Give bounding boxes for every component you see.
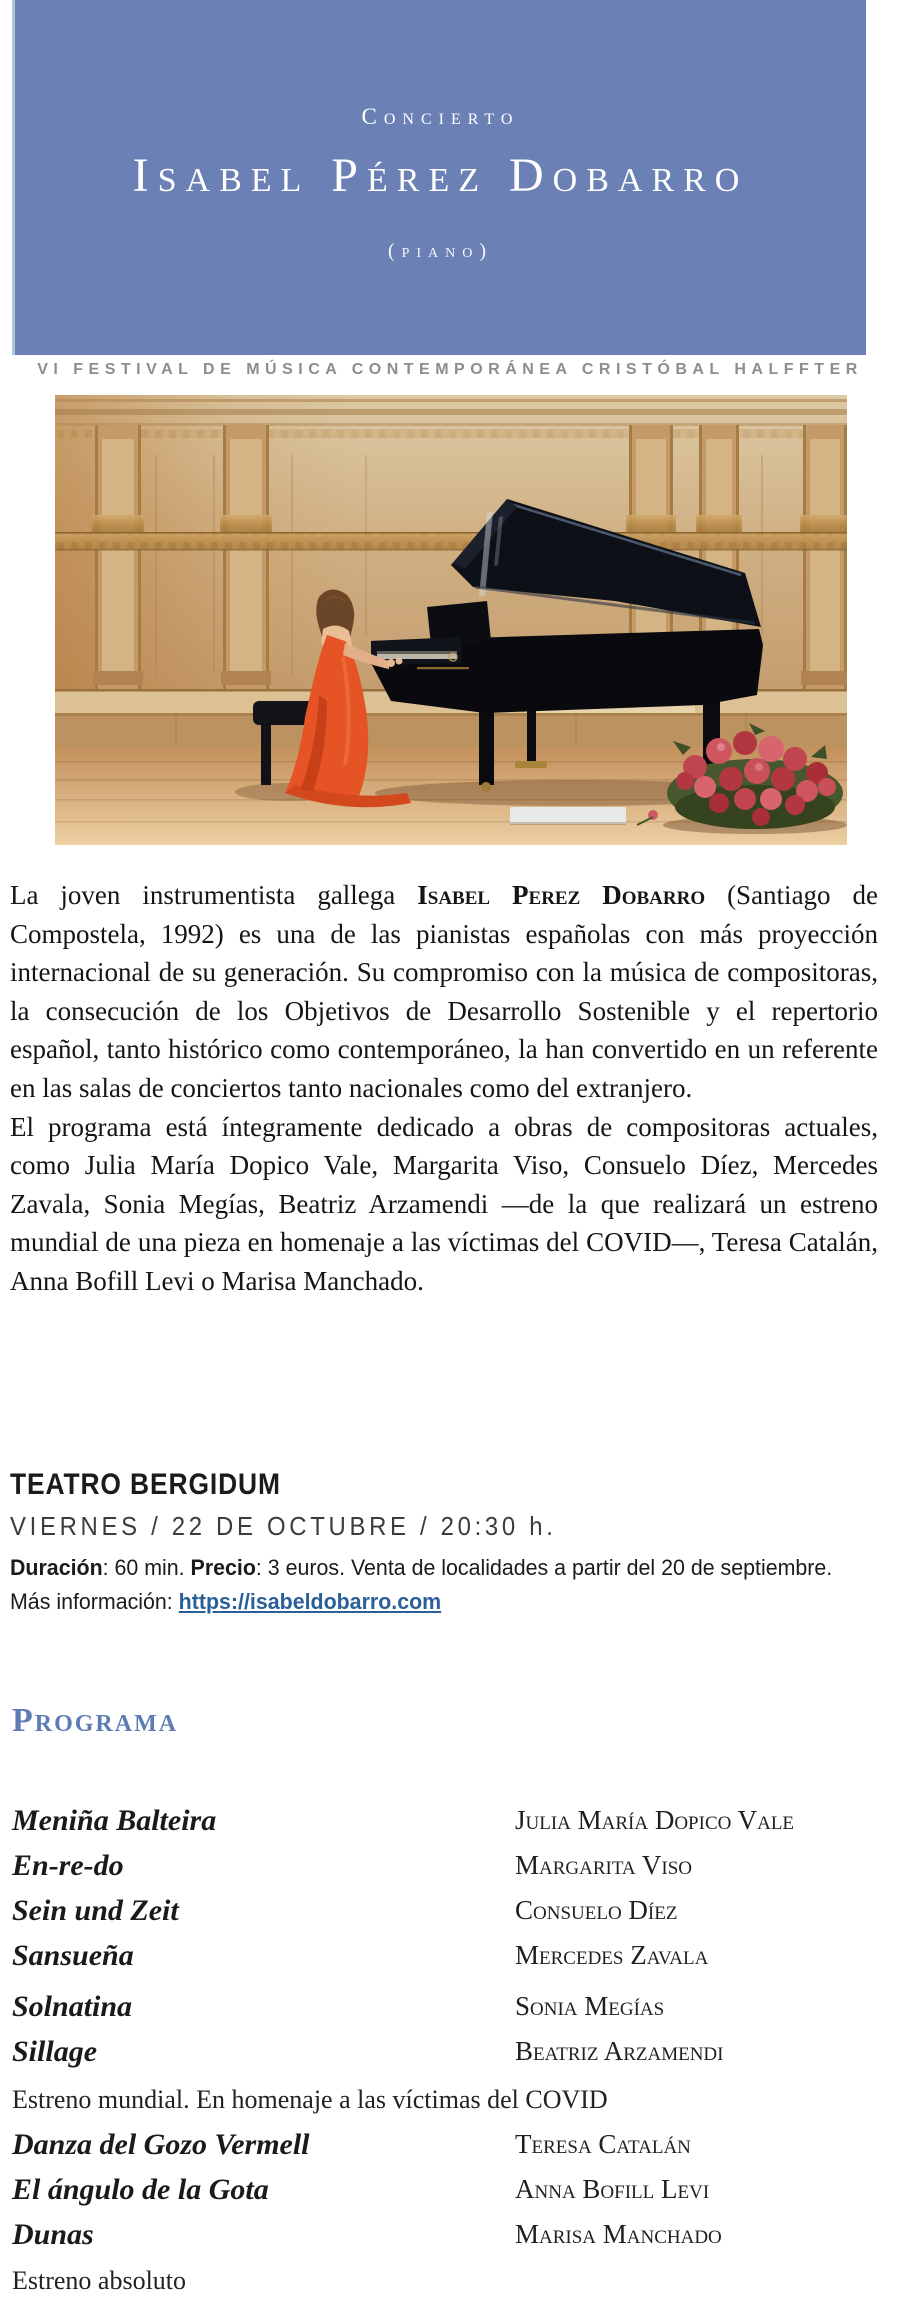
composer-name: Mercedes Zavala: [515, 1940, 709, 1970]
program-row: [12, 2212, 888, 2257]
piece-title: Solnatina: [12, 1990, 133, 2023]
artist-name-inline: Isabel Perez Dobarro: [417, 880, 706, 910]
piece-title: El ángulo de la Gota: [12, 2173, 269, 2206]
artist-name-title: Isabel Pérez Dobarro: [132, 149, 749, 202]
header-banner: [12, 0, 866, 355]
program-row: [12, 1843, 888, 1888]
program-row: [12, 1933, 888, 1978]
program-note: Estreno absoluto: [12, 2266, 187, 2295]
concert-kicker: Concierto: [361, 104, 520, 129]
composer-name: Consuelo Díez: [515, 1895, 678, 1925]
venue-details: [10, 1555, 846, 1581]
piano-pedals: [515, 761, 547, 768]
program-row: [12, 1798, 888, 1843]
piece-title: Sein und Zeit: [12, 1894, 179, 1927]
price-label: Precio: [190, 1555, 256, 1580]
composer-name: Marisa Manchado: [515, 2219, 722, 2249]
about-paragraph-1: [10, 876, 878, 1108]
duration-value: : 60 min.: [102, 1555, 191, 1580]
stage-photo: [55, 395, 847, 845]
more-info-label: Más información:: [10, 1589, 179, 1614]
program-list: [12, 1798, 888, 2300]
venue-datetime: VIERNES / 22 DE OCTUBRE / 20:30 h.: [10, 1511, 557, 1541]
composer-name: Sonia Megías: [515, 1991, 665, 2021]
piece-title: En-re-do: [12, 1849, 124, 1882]
price-value: : 3 euros. Venta de localidades a partir del 20 de septiembre.: [255, 1555, 833, 1580]
venue-section: [10, 1468, 890, 1615]
about-section: [10, 876, 878, 1301]
program-row: [12, 1984, 888, 2029]
about-paragraph-2: El programa está íntegramente dedicado a obras de compositoras actuales, como Julia María Dopico Vale, Margarita Viso, Consuelo Díez, Mercedes Zavala, Sonia Megías, Beatriz Arzamendi —de la que realizará un estreno mundial de una pieza en homenaje a las víctimas del COVID—, Teresa Catalán, Anna Bofill Levi o Marisa Manchado.: [10, 1111, 878, 1296]
program-row: [12, 1888, 888, 1933]
program-row: [12, 2167, 888, 2212]
program-row: [12, 2029, 888, 2074]
piece-title: Meniña Balteira: [12, 1804, 217, 1837]
composer-name: Anna Bofill Levi: [515, 2174, 710, 2204]
piece-title: Danza del Gozo Vermell: [12, 2128, 310, 2161]
festival-line: VI FESTIVAL DE MÚSICA CONTEMPORÁNEA CRISTÓBAL HALFFTER: [37, 361, 863, 378]
composer-name: Julia María Dopico Vale: [515, 1805, 795, 1835]
piece-title: Sansueña: [12, 1939, 134, 1972]
venue-name: TEATRO BERGIDUM: [10, 1468, 281, 1501]
program-note: Estreno mundial. En homenaje a las víctimas del COVID: [12, 2085, 608, 2114]
composer-name: Teresa Catalán: [515, 2129, 691, 2159]
duration-label: Duración: [10, 1555, 103, 1580]
floor-plaque: [510, 807, 626, 824]
composer-name: Beatriz Arzamendi: [515, 2036, 724, 2066]
composer-name: Margarita Viso: [515, 1850, 693, 1880]
instrument-subtitle: (piano): [387, 240, 494, 262]
more-info-line: [10, 1589, 846, 1615]
stage-photo-illustration: [55, 395, 847, 845]
about-p1-after: (Santiago de Compostela, 1992) es una de las pianistas españolas con más proyección internacional de su generación. Su compromiso con la música de compositoras, la consecución de los Objetivos de Desarrollo Sostenible y el repertorio español, tanto histórico como contemporáneo, la han convertido en un referente en las salas de conciertos tanto nacionales como del extranjero.: [10, 880, 878, 1103]
website-link[interactable]: https://isabeldobarro.com: [178, 1589, 442, 1614]
program-heading: Programa: [12, 1702, 179, 1739]
program-row: [12, 2122, 888, 2167]
piece-title: Dunas: [12, 2218, 94, 2251]
about-p1-before: La joven instrumentista gallega: [10, 880, 418, 910]
piece-title: Sillage: [12, 2035, 98, 2068]
